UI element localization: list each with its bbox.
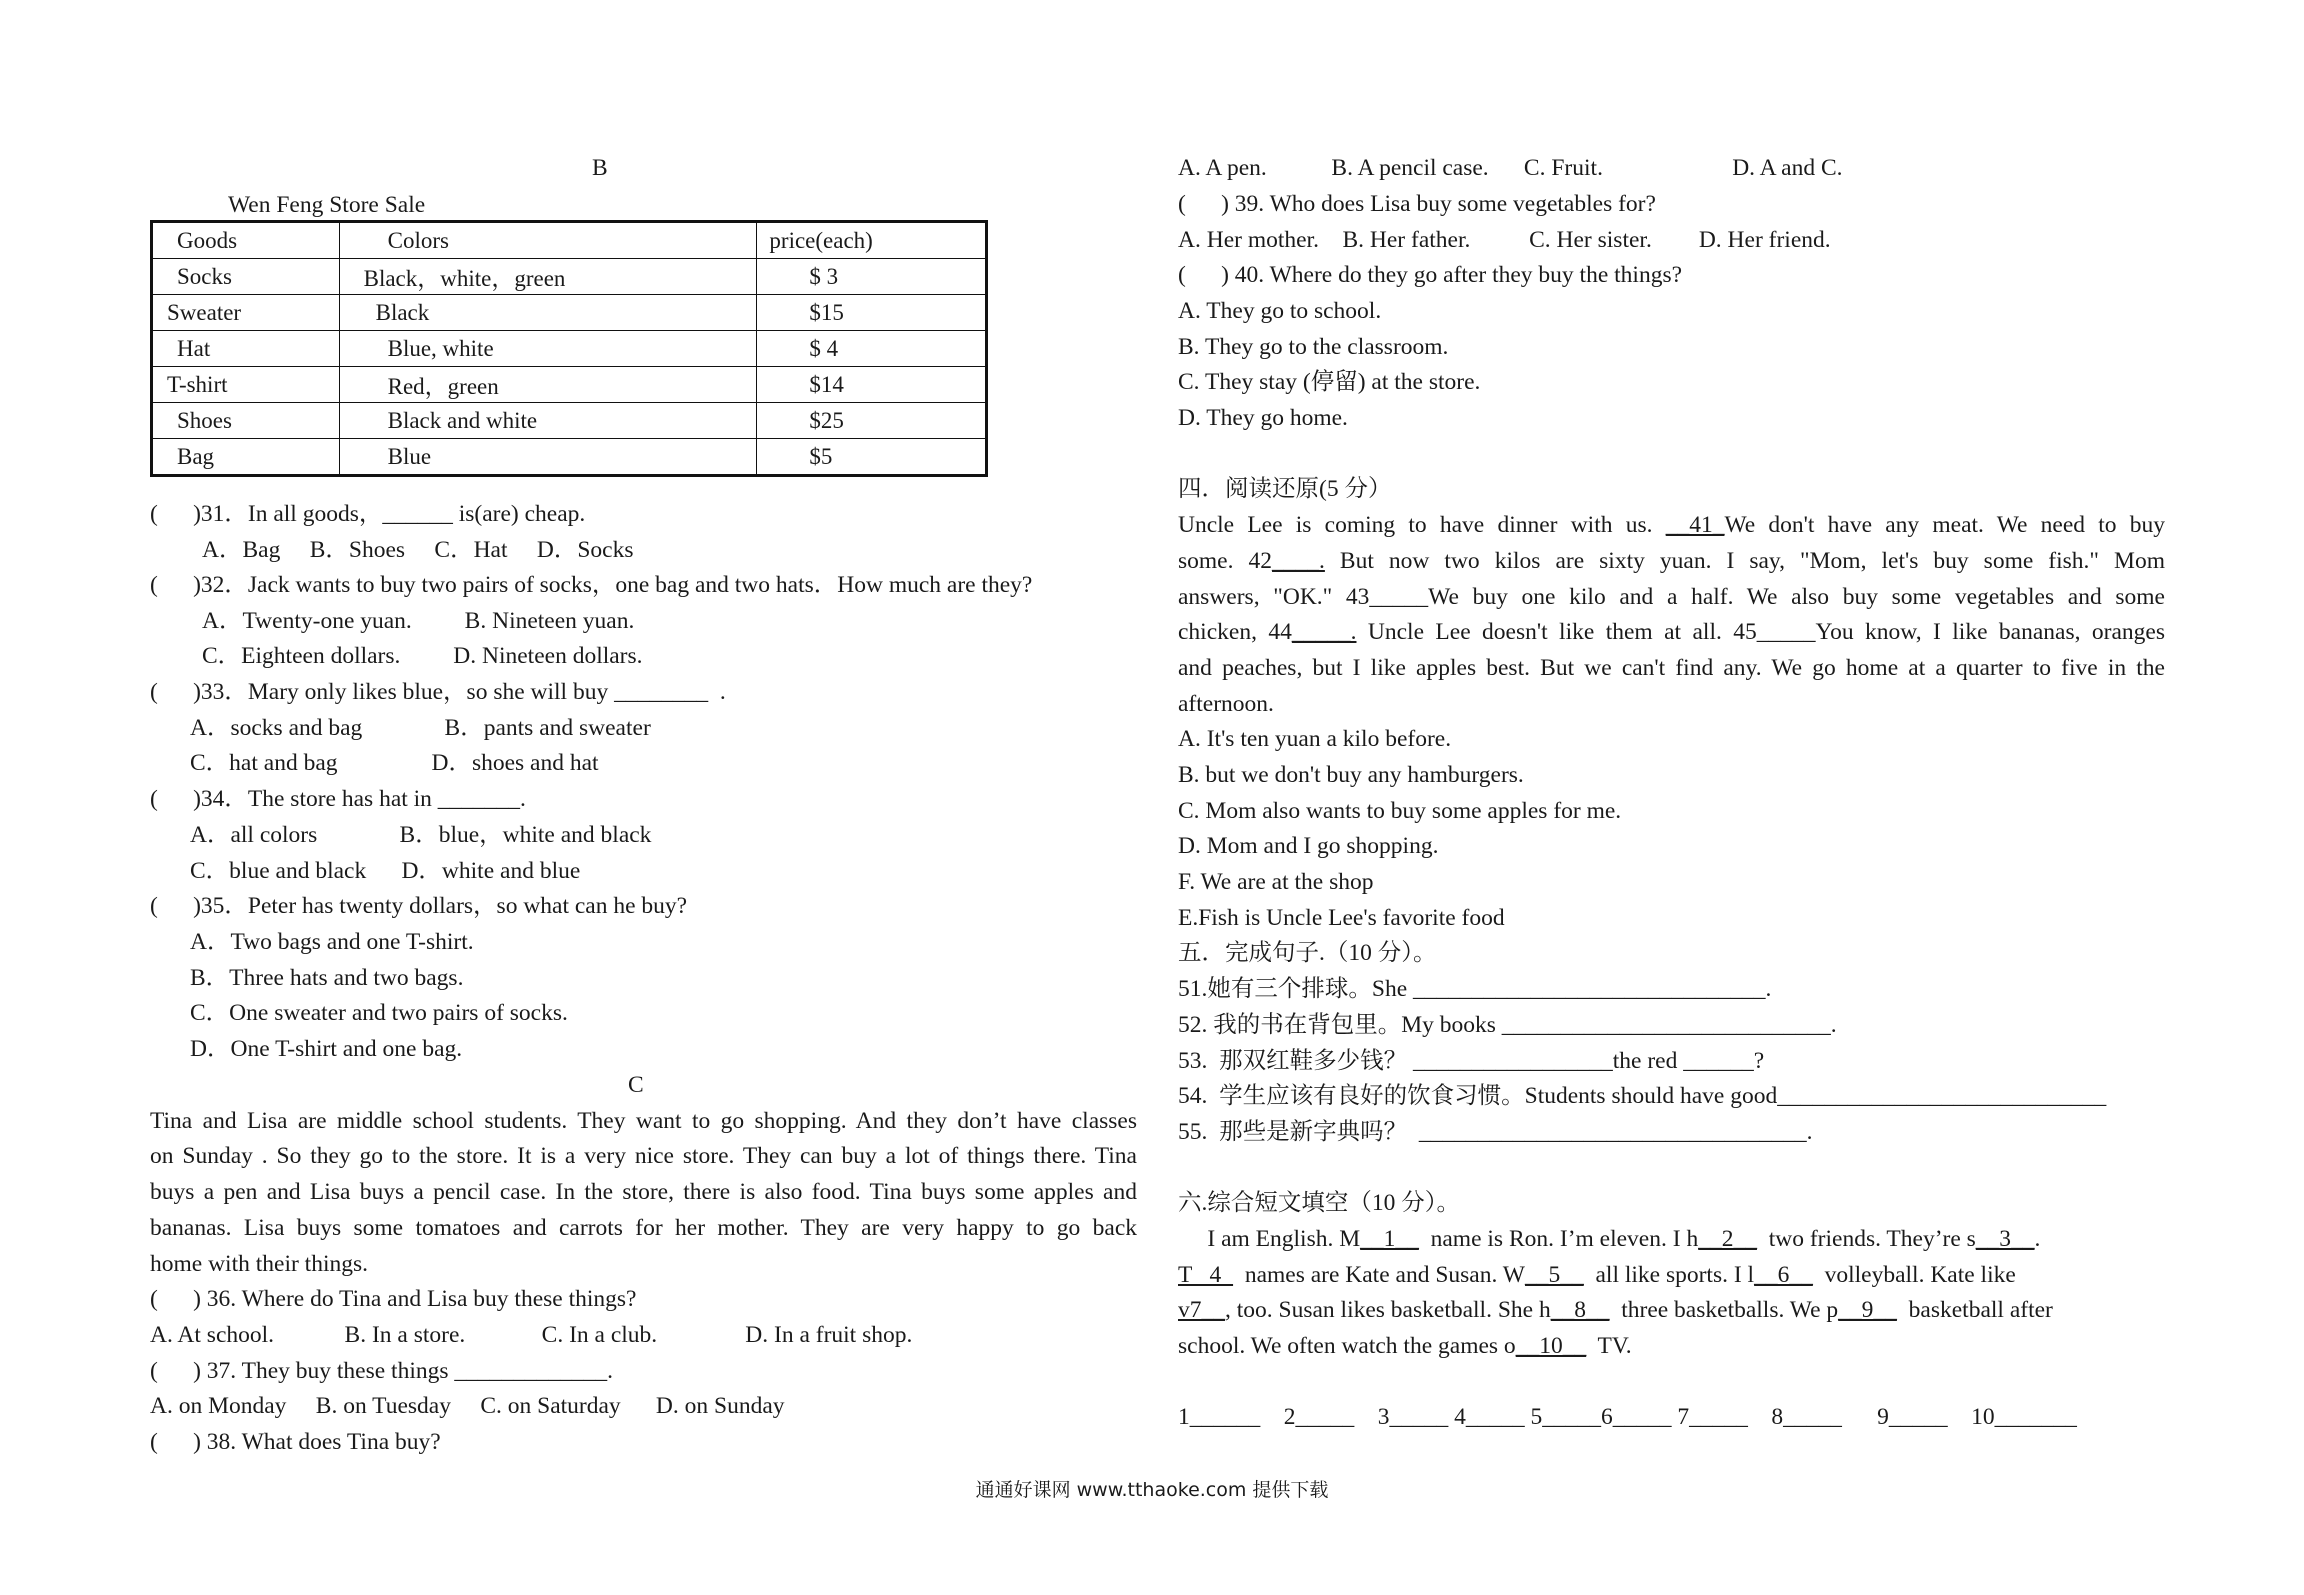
question-32-options-1: A．Twenty-one yuan. B. Nineteen yuan. — [202, 608, 635, 634]
passage-text: Uncle Lee doesn't like them at all. 45_____You know, I like bananas, oranges — [1356, 619, 2165, 645]
passage-text: , too. Susan likes basketball. She h — [1225, 1297, 1551, 1323]
question-36: ( ) 36. Where do Tina and Lisa buy these things? — [150, 1286, 637, 1312]
option-b: B. but we don't buy any hamburgers. — [1178, 762, 1524, 788]
table-header-row — [152, 222, 987, 259]
table-row — [152, 403, 987, 439]
sentence-53: 53. 那双红鞋多少钱？ _________________the red ______? — [1178, 1048, 1765, 1074]
passage-c-line: buys a pen and Lisa buys a pencil case. In the store, there is also food. Tina buys some apples and — [150, 1179, 1137, 1205]
table-cell: Sweater — [167, 299, 242, 325]
blank-8: __8__ — [1550, 1297, 1610, 1323]
option-f: F. We are at the shop — [1178, 869, 1374, 895]
passage-text: I am English. M — [1178, 1226, 1361, 1252]
table-row — [152, 331, 987, 367]
table-cell: Black — [375, 299, 430, 325]
header-price: price(each) — [769, 227, 873, 253]
table-cell: $ 3 — [809, 263, 839, 289]
question-38: ( ) 38. What does Tina buy? — [150, 1429, 441, 1455]
table-cell: Black and white — [387, 407, 538, 433]
section-c-heading: C — [628, 1072, 644, 1098]
passage-text: some. 42 — [1178, 548, 1273, 574]
passage-text: volleyball. Kate like — [1812, 1262, 2016, 1288]
passage-4-line: afternoon. — [1178, 691, 1274, 717]
blank-9: __9__ — [1838, 1297, 1897, 1323]
passage-text: name is Ron. I’m eleven. I h — [1418, 1226, 1699, 1252]
table-cell: $14 — [809, 371, 844, 397]
passage-text: TV. — [1586, 1333, 1632, 1359]
passage-text: . — [2034, 1226, 2041, 1252]
sentence-54: 54. 学生应该有良好的饮食习惯。Students should have good____________________________ — [1178, 1083, 2107, 1109]
header-colors: Colors — [387, 227, 449, 253]
table-row — [152, 439, 987, 476]
option-e: E.Fish is Uncle Lee's favorite food — [1178, 905, 1505, 931]
table-cell: Socks — [177, 263, 232, 289]
question-35-option-a: A．Two bags and one T-shirt. — [190, 929, 474, 955]
sentence-52: 52. 我的书在背包里。My books ____________________________. — [1178, 1012, 1837, 1038]
table-cell: Bag — [177, 443, 215, 469]
store-title: Wen Feng Store Sale — [228, 192, 426, 218]
question-40: ( ) 40. Where do they go after they buy the things? — [1178, 262, 1683, 288]
question-40-option-d: D. They go home. — [1178, 405, 1348, 431]
question-39: ( ) 39. Who does Lisa buy some vegetables for? — [1178, 191, 1656, 217]
table-cell: $5 — [809, 443, 833, 469]
passage-text: names are Kate and Susan. W — [1233, 1262, 1525, 1288]
question-31-options: A．Bag B．Shoes C．Hat D．Socks — [202, 537, 634, 563]
passage-c-line: bananas. Lisa buys some tomatoes and carrots for her mother. They are very happy to go back — [150, 1215, 1137, 1241]
question-35-option-d: D．One T-shirt and one bag. — [190, 1036, 463, 1062]
table-cell: $ 4 — [809, 335, 839, 361]
passage-text: basketball after — [1896, 1297, 2053, 1323]
sentence-51: 51.她有三个排球。She ______________________________. — [1178, 976, 1772, 1002]
option-a: A. It's ten yuan a kilo before. — [1178, 726, 1452, 752]
table-row — [152, 367, 987, 403]
question-31: ( )31．In all goods，______ is(are) cheap. — [150, 501, 586, 527]
passage-text: chicken, 44 — [1178, 619, 1292, 645]
table-cell: Black，white，green — [363, 266, 566, 291]
blank-7: v7__ — [1178, 1297, 1225, 1323]
passage-text: all like sports. I l — [1583, 1262, 1755, 1288]
section-4-title: 四．阅读还原(5 分） — [1178, 476, 1392, 502]
table-cell: Hat — [177, 335, 211, 361]
question-34: ( )34．The store has hat in _______. — [150, 786, 526, 812]
question-40-option-a: A. They go to school. — [1178, 298, 1382, 324]
question-32-options-2: C．Eighteen dollars. D. Nineteen dollars. — [202, 643, 643, 669]
question-33-options-1: A．socks and bag B．pants and sweater — [190, 715, 651, 741]
passage-c-line: home with their things. — [150, 1251, 369, 1277]
option-d: D. Mom and I go shopping. — [1178, 833, 1439, 859]
question-38-options: A. A pen. B. A pencil case. C. Fruit. D. A and C. — [1178, 155, 1843, 181]
passage-4-line: answers, "OK." 43_____We buy one kilo and a half. We also buy some vegetables and some — [1178, 584, 2165, 610]
passage-text: school. We often watch the games o — [1178, 1333, 1516, 1359]
passage-6-line — [1178, 1228, 2040, 1252]
answer-blanks: 1______ 2_____ 3_____ 4_____ 5_____6_____ 7_____ 8_____ 9_____ 10_______ — [1178, 1404, 2077, 1430]
question-33: ( )33．Mary only likes blue，so she will buy ________ . — [150, 679, 726, 705]
sentence-55: 55. 那些是新字典吗？ _________________________________. — [1178, 1119, 1813, 1145]
passage-text: But now two kilos are sixty yuan. I say, "Mom, let's buy some fish." Mom — [1324, 548, 2165, 574]
table-cell: Blue, white — [387, 335, 494, 361]
table-row — [152, 295, 987, 331]
store-table — [150, 220, 988, 477]
question-35-option-c: C．One sweater and two pairs of socks. — [190, 1000, 568, 1026]
blank-44: _____. — [1291, 619, 1357, 645]
option-c: C. Mom also wants to buy some apples for me. — [1178, 798, 1622, 824]
question-40-option-c: C. They stay (停留) at the store. — [1178, 369, 1481, 395]
blank-1: __1__ — [1360, 1226, 1419, 1252]
passage-6-line — [1178, 1335, 1632, 1359]
header-goods: Goods — [177, 227, 238, 253]
question-37: ( ) 37. They buy these things _____________. — [150, 1358, 614, 1384]
question-35-option-b: B．Three hats and two bags. — [190, 965, 464, 991]
question-40-option-b: B. They go to the classroom. — [1178, 334, 1449, 360]
passage-c-line: Tina and Lisa are middle school students. They want to go shopping. And they don’t have classes — [150, 1108, 1137, 1134]
section-6-title: 六.综合短文填空（10 分）。 — [1178, 1190, 1460, 1216]
blank-2: __2__ — [1698, 1226, 1757, 1252]
blank-4: T 4 — [1178, 1262, 1234, 1288]
passage-text: We don't have any meat. We need to buy — [1724, 512, 2165, 538]
passage-6-line — [1178, 1264, 2016, 1288]
question-39-options: A. Her mother. B. Her father. C. Her sister. D. Her friend. — [1178, 227, 1831, 253]
blank-6: __6__ — [1754, 1262, 1813, 1288]
question-35: ( )35．Peter has twenty dollars，so what can he buy? — [150, 893, 688, 919]
footer-credit: 通通好课网 www.tthaoke.com 提供下载 — [975, 1479, 1329, 1501]
question-37-options: A. on Monday B. on Tuesday C. on Saturday D. on Sunday — [150, 1393, 785, 1419]
table-cell: Blue — [387, 443, 432, 469]
question-32: ( )32．Jack wants to buy two pairs of socks，one bag and two hats．How much are they? — [150, 572, 1033, 598]
question-36-options: A. At school. B. In a store. C. In a club. D. In a fruit shop. — [150, 1322, 913, 1348]
passage-6-line — [1178, 1299, 2053, 1323]
blank-10: __10__ — [1515, 1333, 1587, 1359]
table-cell: $25 — [809, 407, 844, 433]
passage-4-line — [1178, 514, 2165, 538]
table-cell: T-shirt — [167, 371, 228, 397]
table-cell: Shoes — [177, 407, 232, 433]
blank-5: __5__ — [1524, 1262, 1584, 1288]
table-cell: Red，green — [387, 374, 499, 399]
table-row — [152, 259, 987, 295]
passage-text: two friends. They’re s — [1756, 1226, 1976, 1252]
passage-4-line: and peaches, but I like apples best. But we can't find any. We go home at a quarter to five in the — [1178, 655, 2165, 681]
blank-42: ____. — [1272, 548, 1325, 574]
blank-41: __41_ — [1665, 512, 1725, 538]
table-cell: $15 — [809, 299, 844, 325]
blank-3: __3__ — [1975, 1226, 2035, 1252]
passage-text: Uncle Lee is coming to have dinner with us. — [1178, 512, 1666, 538]
passage-text: three basketballs. We p — [1609, 1297, 1839, 1323]
passage-c-line: on Sunday . So they go to the store. It is a very nice store. They can buy a lot of things there. Tina — [150, 1143, 1137, 1169]
section-b-heading: B — [592, 155, 608, 181]
question-33-options-2: C．hat and bag D．shoes and hat — [190, 750, 599, 776]
section-5-title: 五．完成句子.（10 分）。 — [1178, 940, 1437, 966]
passage-4-line — [1178, 550, 2165, 574]
passage-4-line — [1178, 621, 2165, 645]
question-34-options-1: A．all colors B．blue，white and black — [190, 822, 652, 848]
question-34-options-2: C．blue and black D．white and blue — [190, 858, 581, 884]
